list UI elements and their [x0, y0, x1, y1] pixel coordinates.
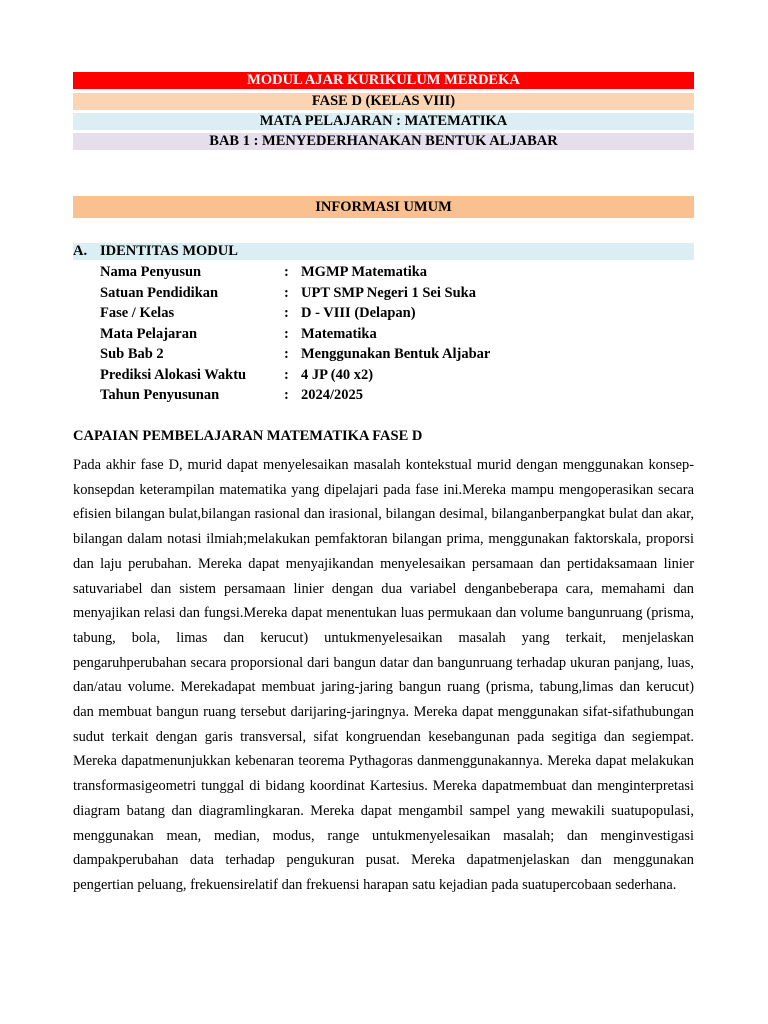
identity-row [100, 385, 700, 406]
identity-row [100, 283, 700, 304]
identity-value: 4 JP (40 x2) [301, 366, 374, 383]
capaian-heading: CAPAIAN PEMBELAJARAN MATEMATIKA FASE D [73, 428, 423, 444]
identity-colon: : [284, 366, 289, 383]
identity-row [100, 365, 700, 386]
identity-row [100, 262, 700, 283]
identity-colon: : [284, 264, 289, 280]
identity-colon: : [284, 346, 289, 362]
identity-row [100, 324, 700, 345]
header-module-title: MODUL AJAR KURIKULUM MERDEKA [73, 72, 694, 89]
identity-value: 2024/2025 [301, 387, 364, 403]
identity-list [100, 262, 700, 406]
section-informasi-umum: INFORMASI UMUM [73, 196, 694, 218]
identity-label: Prediksi Alokasi Waktu [100, 366, 247, 383]
header-chapter: BAB 1 : MENYEDERHANAKAN BENTUK ALJABAR [73, 133, 694, 150]
section-letter: A. [73, 243, 88, 259]
identity-label: Mata Pelajaran [100, 325, 198, 342]
identity-colon: : [284, 305, 289, 321]
identity-value: Menggunakan Bentuk Aljabar [301, 346, 491, 362]
identity-label: Satuan Pendidikan [100, 284, 219, 301]
identity-label: Nama Penyusun [100, 264, 202, 280]
header-phase: FASE D (KELAS VIII) [73, 93, 694, 110]
identity-value: D - VIII (Delapan) [301, 305, 416, 321]
identity-value: MGMP Matematika [301, 264, 428, 280]
capaian-paragraph: Pada akhir fase D, murid dapat menyelesaikan masalah kontekstual murid dengan menggunakan konsep-konsepdan keterampilan matematika yang dipelajari pada fase ini.Mereka mampu mengoperasikan secara efisien bilangan bulat,bilangan rasional dan irasional, bilangan desimal, bilanganberpangkat bulat dan akar, bilangan dalam notasi ilmiah;melakukan pemfaktoran bilangan prima, menggunakan faktorskala, proporsi dan laju perubahan. Mereka dapat menyajikandan menyelesaikan persamaan dan pertidaksamaan linier satuvariabel dan sistem persamaan linier dengan dua variabel denganbeberapa cara, memahami dan menyajikan relasi dan fungsi.Mereka dapat menentukan luas permukaan dan volume bangunruang (prisma, tabung, bola, limas dan kerucut) untukmenyelesaikan masalah yang terkait, menjelaskan pengaruhperubahan secara proporsional dari bangun datar dan bangunruang terhadap ukuran panjang, luas, dan/atau volume. Merekadapat membuat jaring-jaring bangun ruang (prisma, tabung,limas dan kerucut) dan membuat bangun ruang tersebut darijaring-jaringnya. Mereka dapat menggunakan sifat-sifathubungan sudut terkait dengan garis transversal, sifat kongruendan kesebangunan pada segitiga dan segiempat. Mereka dapatmenunjukkan kebenaran teorema Pythagoras danmenggunakannya. Mereka dapat melakukan transformasigeometri tunggal di bidang koordinat Kartesius. Mereka dapatmembuat dan menginterpretasi diagram batang dan diagramlingkaran. Mereka dapat mengambil sampel yang mewakili suatupopulasi, menggunakan mean, median, modus, range untukmenyelesaikan masalah; dan menginvestigasi dampakperubahan data terhadap pengukuran pusat. Mereka dapatmenjelaskan dan menggunakan pengertian peluang, frekuensirelatif dan frekuensi harapan satu kejadian pada suatupercobaan sederhana. [73, 457, 694, 893]
identity-row [100, 344, 700, 365]
identity-colon: : [284, 284, 289, 301]
identity-row [100, 303, 700, 324]
identity-label: Tahun Penyusunan [100, 387, 220, 403]
identity-label: Sub Bab 2 [100, 346, 164, 362]
section-title: IDENTITAS MODUL [100, 243, 238, 259]
header-subject: MATA PELAJARAN : MATEMATIKA [73, 113, 694, 130]
identity-value: Matematika [301, 325, 377, 342]
identity-colon: : [284, 387, 289, 403]
section-identitas-modul [73, 243, 694, 260]
identity-value: UPT SMP Negeri 1 Sei Suka [301, 284, 476, 301]
identity-label: Fase / Kelas [100, 305, 175, 321]
identity-colon: : [284, 325, 289, 342]
